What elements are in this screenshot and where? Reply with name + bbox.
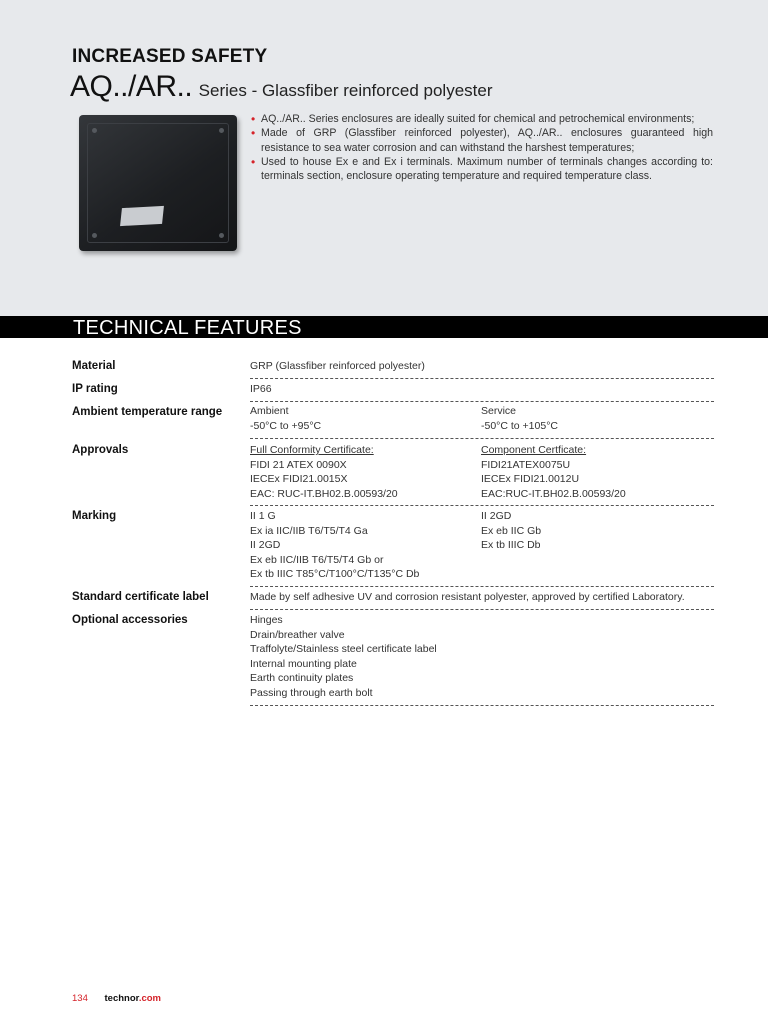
spec-label: Material — [72, 360, 116, 372]
spec-label: IP rating — [72, 383, 118, 395]
spec-value: Ambient -50°C to +95°C Service -50°C to +105°C — [250, 404, 714, 439]
category-title: INCREASED SAFETY — [72, 46, 268, 67]
section-title: TECHNICAL FEATURES — [73, 317, 302, 339]
spec-row-temperature — [72, 404, 714, 442]
spec-row-accessories — [72, 613, 714, 707]
bullet-icon: • — [251, 112, 256, 126]
spec-value: GRP (Glassfiber reinforced polyester) — [250, 359, 714, 379]
bullet-icon: • — [251, 154, 256, 169]
list-item: Traffolyte/Stainless steel certificate label — [250, 643, 437, 656]
spec-row-approvals — [72, 443, 714, 507]
spec-row-material — [72, 359, 714, 379]
spec-label: Marking — [72, 510, 117, 522]
list-item: Hinges — [250, 614, 283, 626]
spec-value: II 1 G Ex ia IIC/IIB T6/T5/T4 Ga II 2GD Ex eb IIC/IIB T6/T5/T4 Gb or Ex tb IIIC T85°C/T100°C/T135°C Db II 2GD Ex eb IIC Gb Ex tb IIIC Db — [250, 509, 714, 587]
spec-label: Ambient temperature range — [72, 406, 223, 418]
list-item: Drain/breather valve — [250, 628, 345, 641]
series-title — [70, 70, 493, 104]
list-item: Passing through earth bolt — [250, 686, 373, 699]
spec-label: Approvals — [72, 444, 129, 456]
enclosure-product-image — [79, 115, 237, 251]
certificate-label-icon — [120, 206, 164, 226]
page-number: 134 — [72, 993, 88, 1004]
spec-label: Standard certificate label — [72, 591, 209, 603]
list-item: • Made of GRP (Glassfiber reinforced polyester), AQ../AR.. enclosures guaranteed high resistance to sea water corrosion and can withstand the harshest temperatures; — [251, 126, 713, 154]
spec-value — [250, 613, 714, 706]
spec-row-ip-rating — [72, 382, 714, 402]
spec-value: Made by self adhesive UV and corrosion resistant polyester, approved by certified Laboratory. — [250, 590, 714, 610]
spec-row-marking — [72, 509, 714, 589]
list-item: Internal mounting plate — [250, 657, 357, 670]
spec-value: IP66 — [250, 382, 714, 402]
spec-label: Optional accessories — [72, 614, 188, 626]
list-item: Earth continuity plates — [250, 672, 354, 685]
list-item: • AQ../AR.. Series enclosures are ideally suited for chemical and petrochemical environments; — [251, 112, 695, 126]
section-band — [0, 316, 768, 338]
header-panel — [0, 0, 768, 316]
spec-value: Full Conformity Certificate: FIDI 21 ATEX 0090X IECEx FIDI21.0015X EAC: RUC-IT.BH02.B.00593/20 Component Certficate: FIDI21ATEX0075U IECEx FIDI21.0012U EAC:RUC-IT.BH02.B.00593/20 — [250, 443, 714, 506]
list-item: • Used to house Ex e and Ex i terminals. Maximum number of terminals changes according to: terminals section, enclosure operating temperature and required temperature class. — [251, 154, 713, 183]
series-code: AQ../AR.. — [70, 70, 193, 103]
series-description: Series - Glassfiber reinforced polyester — [198, 81, 493, 100]
spec-row-certificate-label — [72, 590, 714, 610]
website-link[interactable]: technor.com — [104, 993, 161, 1004]
feature-bullet-list — [250, 112, 713, 183]
bullet-icon: • — [251, 126, 256, 141]
page-footer — [72, 993, 161, 1004]
